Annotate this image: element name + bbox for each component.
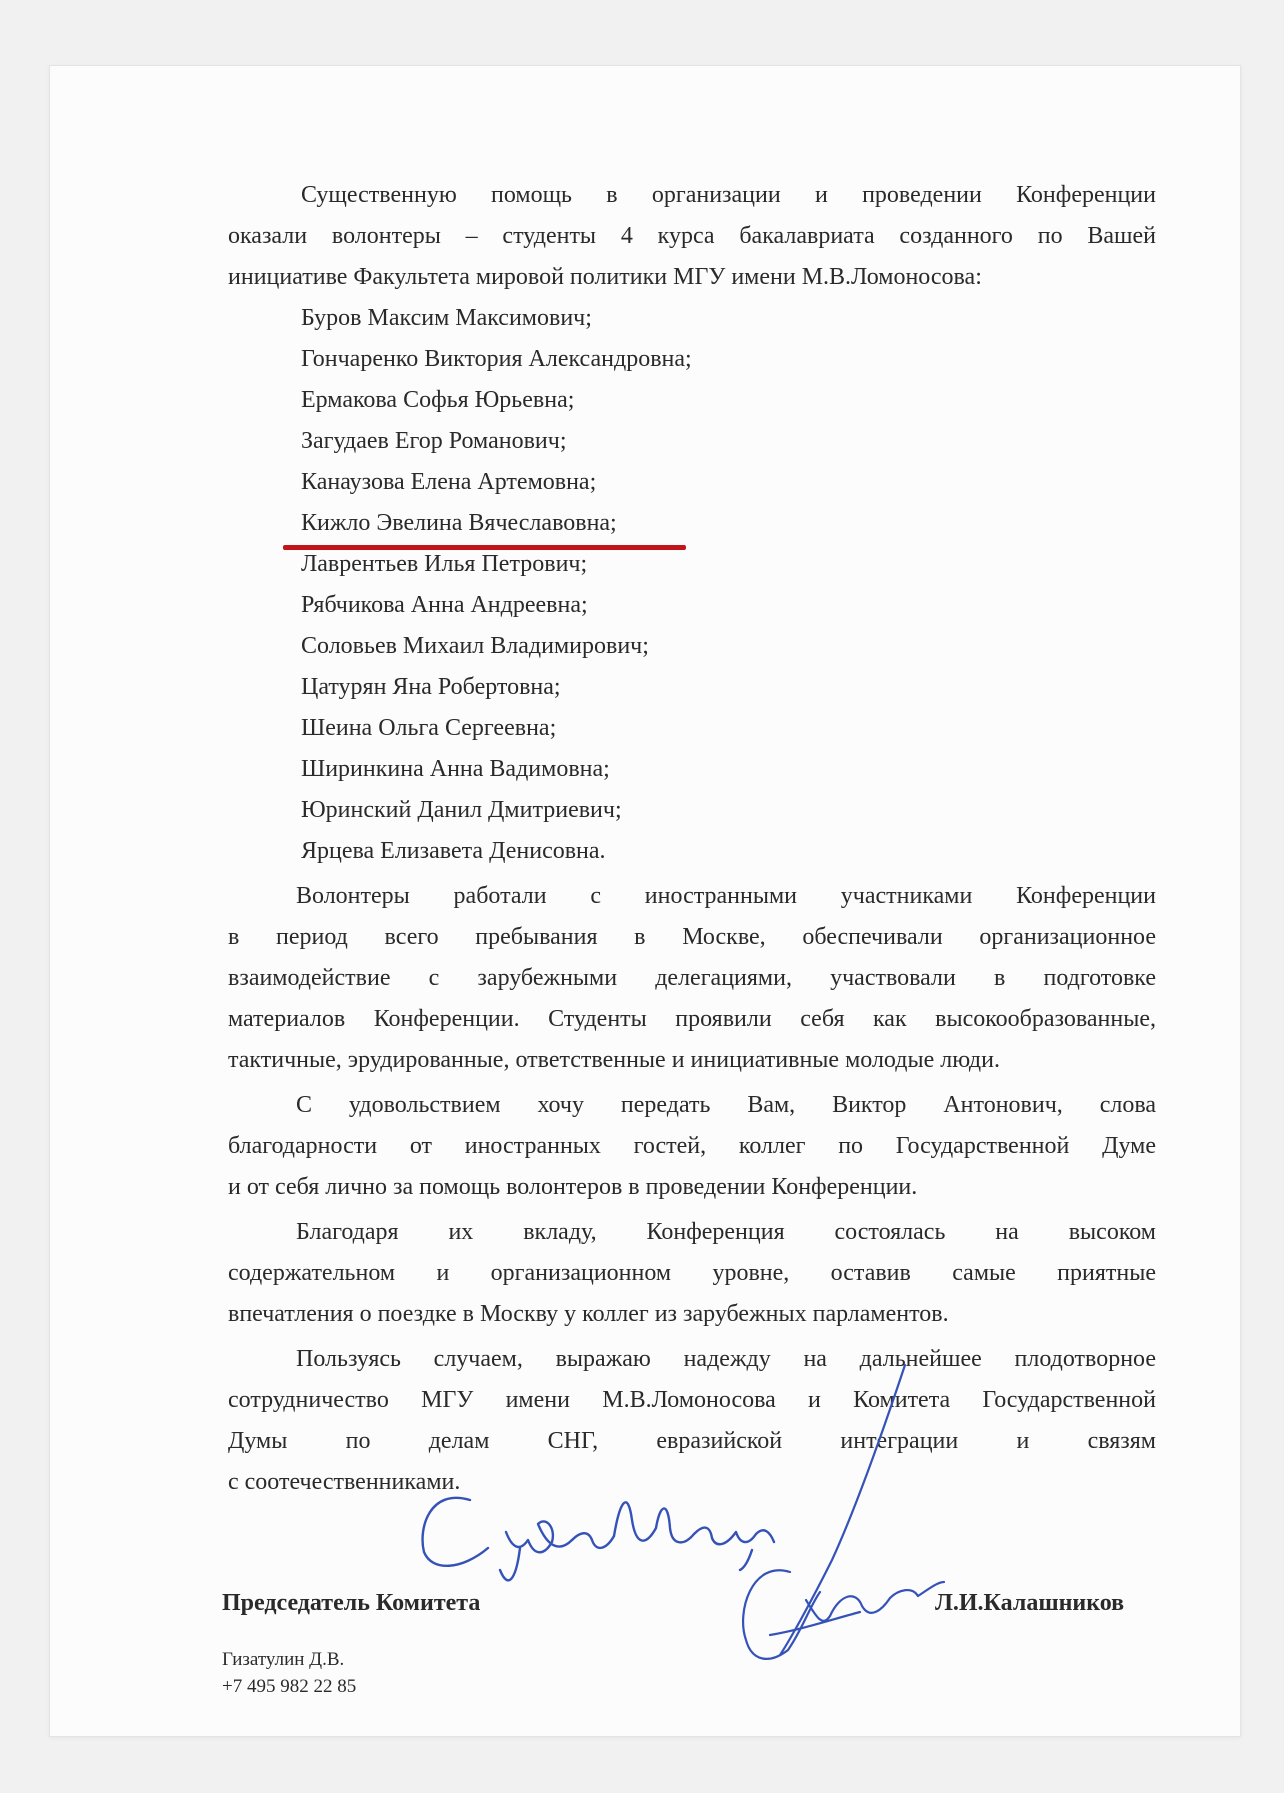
volunteer-name: Ярцева Елизавета Денисовна. [301,838,606,864]
para3-line-3: и от себя лично за помощь волонтеров в проведении Конференции. [228,1174,918,1200]
volunteer-name: Шеина Ольга Сергеевна; [301,715,557,741]
volunteer-name: Загудаев Егор Романович; [301,428,567,454]
para4-line-3: впечатления о поездке в Москву у коллег из зарубежных парламентов. [228,1301,949,1327]
signature-title: Председатель Комитета [222,1590,481,1616]
volunteer-name: Ширинкина Анна Вадимовна; [301,756,610,782]
intro-line-2: оказали волонтеры – студенты 4 курса бакалавриата созданного по Вашей [228,223,1156,249]
para3-line-2: благодарности от иностранных гостей, коллег по Государственной Думе [228,1133,1156,1159]
para4-line-1: Благодаря их вкладу, Конференция состоялась на высоком [296,1219,1156,1245]
executor-phone: +7 495 982 22 85 [222,1676,357,1697]
intro-line-3: инициативе Факультета мировой политики МГУ имени М.В.Ломоносова: [228,264,982,290]
executor-name: Гизатулин Д.В. [222,1649,345,1670]
para2-line-5: тактичные, эрудированные, ответственные и инициативные молодые люди. [228,1047,1000,1073]
para4-line-2: содержательном и организационном уровне, оставив самые приятные [228,1260,1156,1286]
para2-line-1: Волонтеры работали с иностранными участниками Конференции [296,883,1156,909]
para5-line-2: сотрудничество МГУ имени М.В.Ломоносова и Комитета Государственной [228,1387,1156,1413]
para2-line-3: взаимодействие с зарубежными делегациями, участвовали в подготовке [228,965,1156,991]
volunteer-name-highlighted: Кижло Эвелина Вячеславовна; [301,510,617,536]
para2-line-2: в период всего пребывания в Москве, обеспечивали организационное [228,924,1156,950]
volunteer-name: Гончаренко Виктория Александровна; [301,346,692,372]
para5-line-1: Пользуясь случаем, выражаю надежду на дальнейшее плодотворное [296,1346,1156,1372]
volunteer-name: Канаузова Елена Артемовна; [301,469,597,495]
volunteer-name: Юринский Данил Дмитриевич; [301,797,622,823]
para5-line-3: Думы по делам СНГ, евразийской интеграции и связям [228,1428,1156,1454]
volunteer-name: Цатурян Яна Робертовна; [301,674,561,700]
volunteer-name: Ермакова Софья Юрьевна; [301,387,575,413]
volunteer-name: Буров Максим Максимович; [301,305,592,331]
volunteer-name: Лаврентьев Илья Петрович; [301,551,588,577]
para5-line-4: с соотечественниками. [228,1469,461,1495]
volunteer-name: Рябчикова Анна Андреевна; [301,592,588,618]
para3-line-1: С удовольствием хочу передать Вам, Виктор Антонович, слова [296,1092,1156,1118]
intro-line-1: Существенную помощь в организации и проведении Конференции [301,182,1156,208]
signature-name: Л.И.Калашников [935,1590,1125,1616]
volunteer-name: Соловьев Михаил Владимирович; [301,633,649,659]
para2-line-4: материалов Конференции. Студенты проявили себя как высокообразованные, [228,1006,1156,1032]
